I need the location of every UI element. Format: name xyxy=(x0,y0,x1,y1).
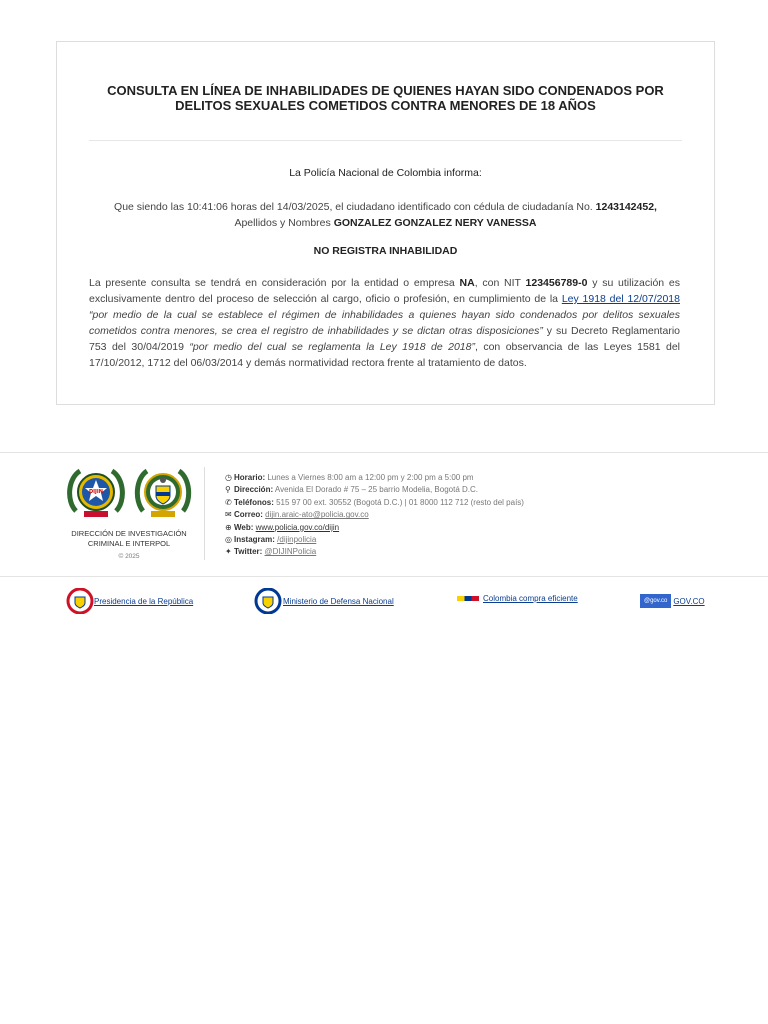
result-status: NO REGISTRA INHABILIDAD xyxy=(313,245,458,257)
company-name: NA xyxy=(459,277,475,289)
twitter-label: Twitter: xyxy=(234,547,263,557)
law-link[interactable]: Ley 1918 del 12/07/2018 xyxy=(561,293,680,305)
direccion-value: Avenida El Dorado # 75 – 25 barrio Modelia, Bogotá D.C. xyxy=(274,485,478,495)
law-quote: “por medio de la cual se establece el régimen de inhabilidades a quienes hayan sido condenados por delitos sexuales cometidos contra menores, se crea el registro de inhabilidades y se dictan otras disposiciones” xyxy=(89,309,680,337)
body-text-5: , con observancia de las Leyes 1581 del 17/10/2012, 1712 del 06/03/2014 y demás normatividad rectora frente al tratamiento de datos. xyxy=(89,341,680,369)
contact-info xyxy=(225,472,524,559)
mindefensa-seal-icon xyxy=(253,588,283,614)
footer-vertical-divider xyxy=(204,467,205,560)
card-divider xyxy=(89,140,682,141)
body-text-1: La presente consulta se tendrá en consideración por la entidad o empresa xyxy=(89,277,460,289)
instagram-label: Instagram: xyxy=(234,535,275,545)
body-text-2: , con NIT xyxy=(474,277,526,289)
direccion-label: Dirección: xyxy=(234,485,274,495)
govco-badge: @gov.co xyxy=(640,594,671,608)
statement-prefix: Que siendo las 10:41:06 horas del 14/03/2025, el ciudadano identificado con cédula de ciudadanía No. xyxy=(114,201,596,213)
full-name: GONZALEZ GONZALEZ NERY VANESSA xyxy=(333,217,537,229)
compra-entry[interactable] xyxy=(457,594,578,603)
decree-quote: “por medio del cual se reglamenta la Ley 1918 de 2018” xyxy=(189,341,475,353)
map-marker-icon: ⚲ xyxy=(225,485,231,495)
colombia-flag-icon xyxy=(457,596,479,601)
org-name: DIRECCIÓN DE INVESTIGACIÓN CRIMINAL E INTERPOL xyxy=(71,529,187,548)
policia-logo-icon xyxy=(134,466,192,521)
mindefensa-entry[interactable] xyxy=(253,588,394,614)
phone-icon: ✆ xyxy=(225,497,232,507)
instagram-link[interactable]: /dijinpolicia xyxy=(277,535,317,545)
web-label: Web: xyxy=(234,522,254,532)
gov-links-divider xyxy=(0,576,768,577)
horario-value: Lunes a Viernes 8:00 am a 12:00 pm y 2:00 pm a 5:00 pm xyxy=(267,473,474,482)
presidencia-link[interactable]: Presidencia de la República xyxy=(94,596,194,606)
clock-icon: ◷ xyxy=(225,473,232,482)
presidencia-seal-icon xyxy=(66,588,94,614)
consulta-card xyxy=(56,41,715,405)
telefonos-value: 515 97 00 ext. 30552 (Bogotá D.C.) | 01 8000 112 712 (resto del país) xyxy=(276,497,524,507)
names-label: Apellidos y Nombres xyxy=(234,217,334,229)
compra-link[interactable]: Colombia compra eficiente xyxy=(483,594,578,603)
presidencia-entry[interactable] xyxy=(66,588,193,614)
instagram-icon: ◎ xyxy=(225,535,232,545)
govco-link[interactable]: GOV.CO xyxy=(673,596,705,606)
footer-logos xyxy=(66,466,192,560)
envelope-icon: ✉ xyxy=(225,510,232,520)
globe-icon: ⊕ xyxy=(225,522,232,532)
id-number: 1243142452, xyxy=(595,201,657,213)
govco-entry[interactable] xyxy=(640,594,705,608)
footer-divider xyxy=(0,452,768,453)
twitter-link[interactable]: @DIJINPolicia xyxy=(264,547,317,557)
gov-links-bar xyxy=(0,586,768,616)
dijin-logo-text: DIJIN xyxy=(89,489,103,495)
statement-text xyxy=(87,199,684,231)
body-text-4: y su Decreto Reglamentario 753 del 30/04/2019 xyxy=(89,325,680,353)
nit-number: 123456789-0 xyxy=(525,277,588,289)
page-title: CONSULTA EN LÍNEA DE INHABILIDADES DE QUIENES HAYAN SIDO CONDENADOS POR DELITOS SEXUALES COMETIDOS CONTRA MENORES DE 18 AÑOS xyxy=(107,83,664,113)
horario-label: Horario: xyxy=(234,473,266,482)
copyright: © 2025 xyxy=(118,553,140,560)
web-link[interactable]: www.policia.gov.co/dijin xyxy=(255,522,340,532)
body-text-3: y su utilización es exclusivamente dentro del proceso de selección al cargo, oficio o profesión, en cumplimiento de la xyxy=(89,277,680,305)
correo-label: Correo: xyxy=(234,510,263,520)
telefonos-label: Teléfonos: xyxy=(234,497,274,507)
legal-paragraph xyxy=(89,275,680,371)
inform-heading: La Policía Nacional de Colombia informa: xyxy=(289,167,482,179)
twitter-icon: ✦ xyxy=(225,547,232,557)
mindefensa-link[interactable]: Ministerio de Defensa Nacional xyxy=(283,596,394,606)
dijin-logo-icon xyxy=(66,466,126,521)
correo-link[interactable]: dijin.araic-ato@policia.gov.co xyxy=(265,510,369,520)
